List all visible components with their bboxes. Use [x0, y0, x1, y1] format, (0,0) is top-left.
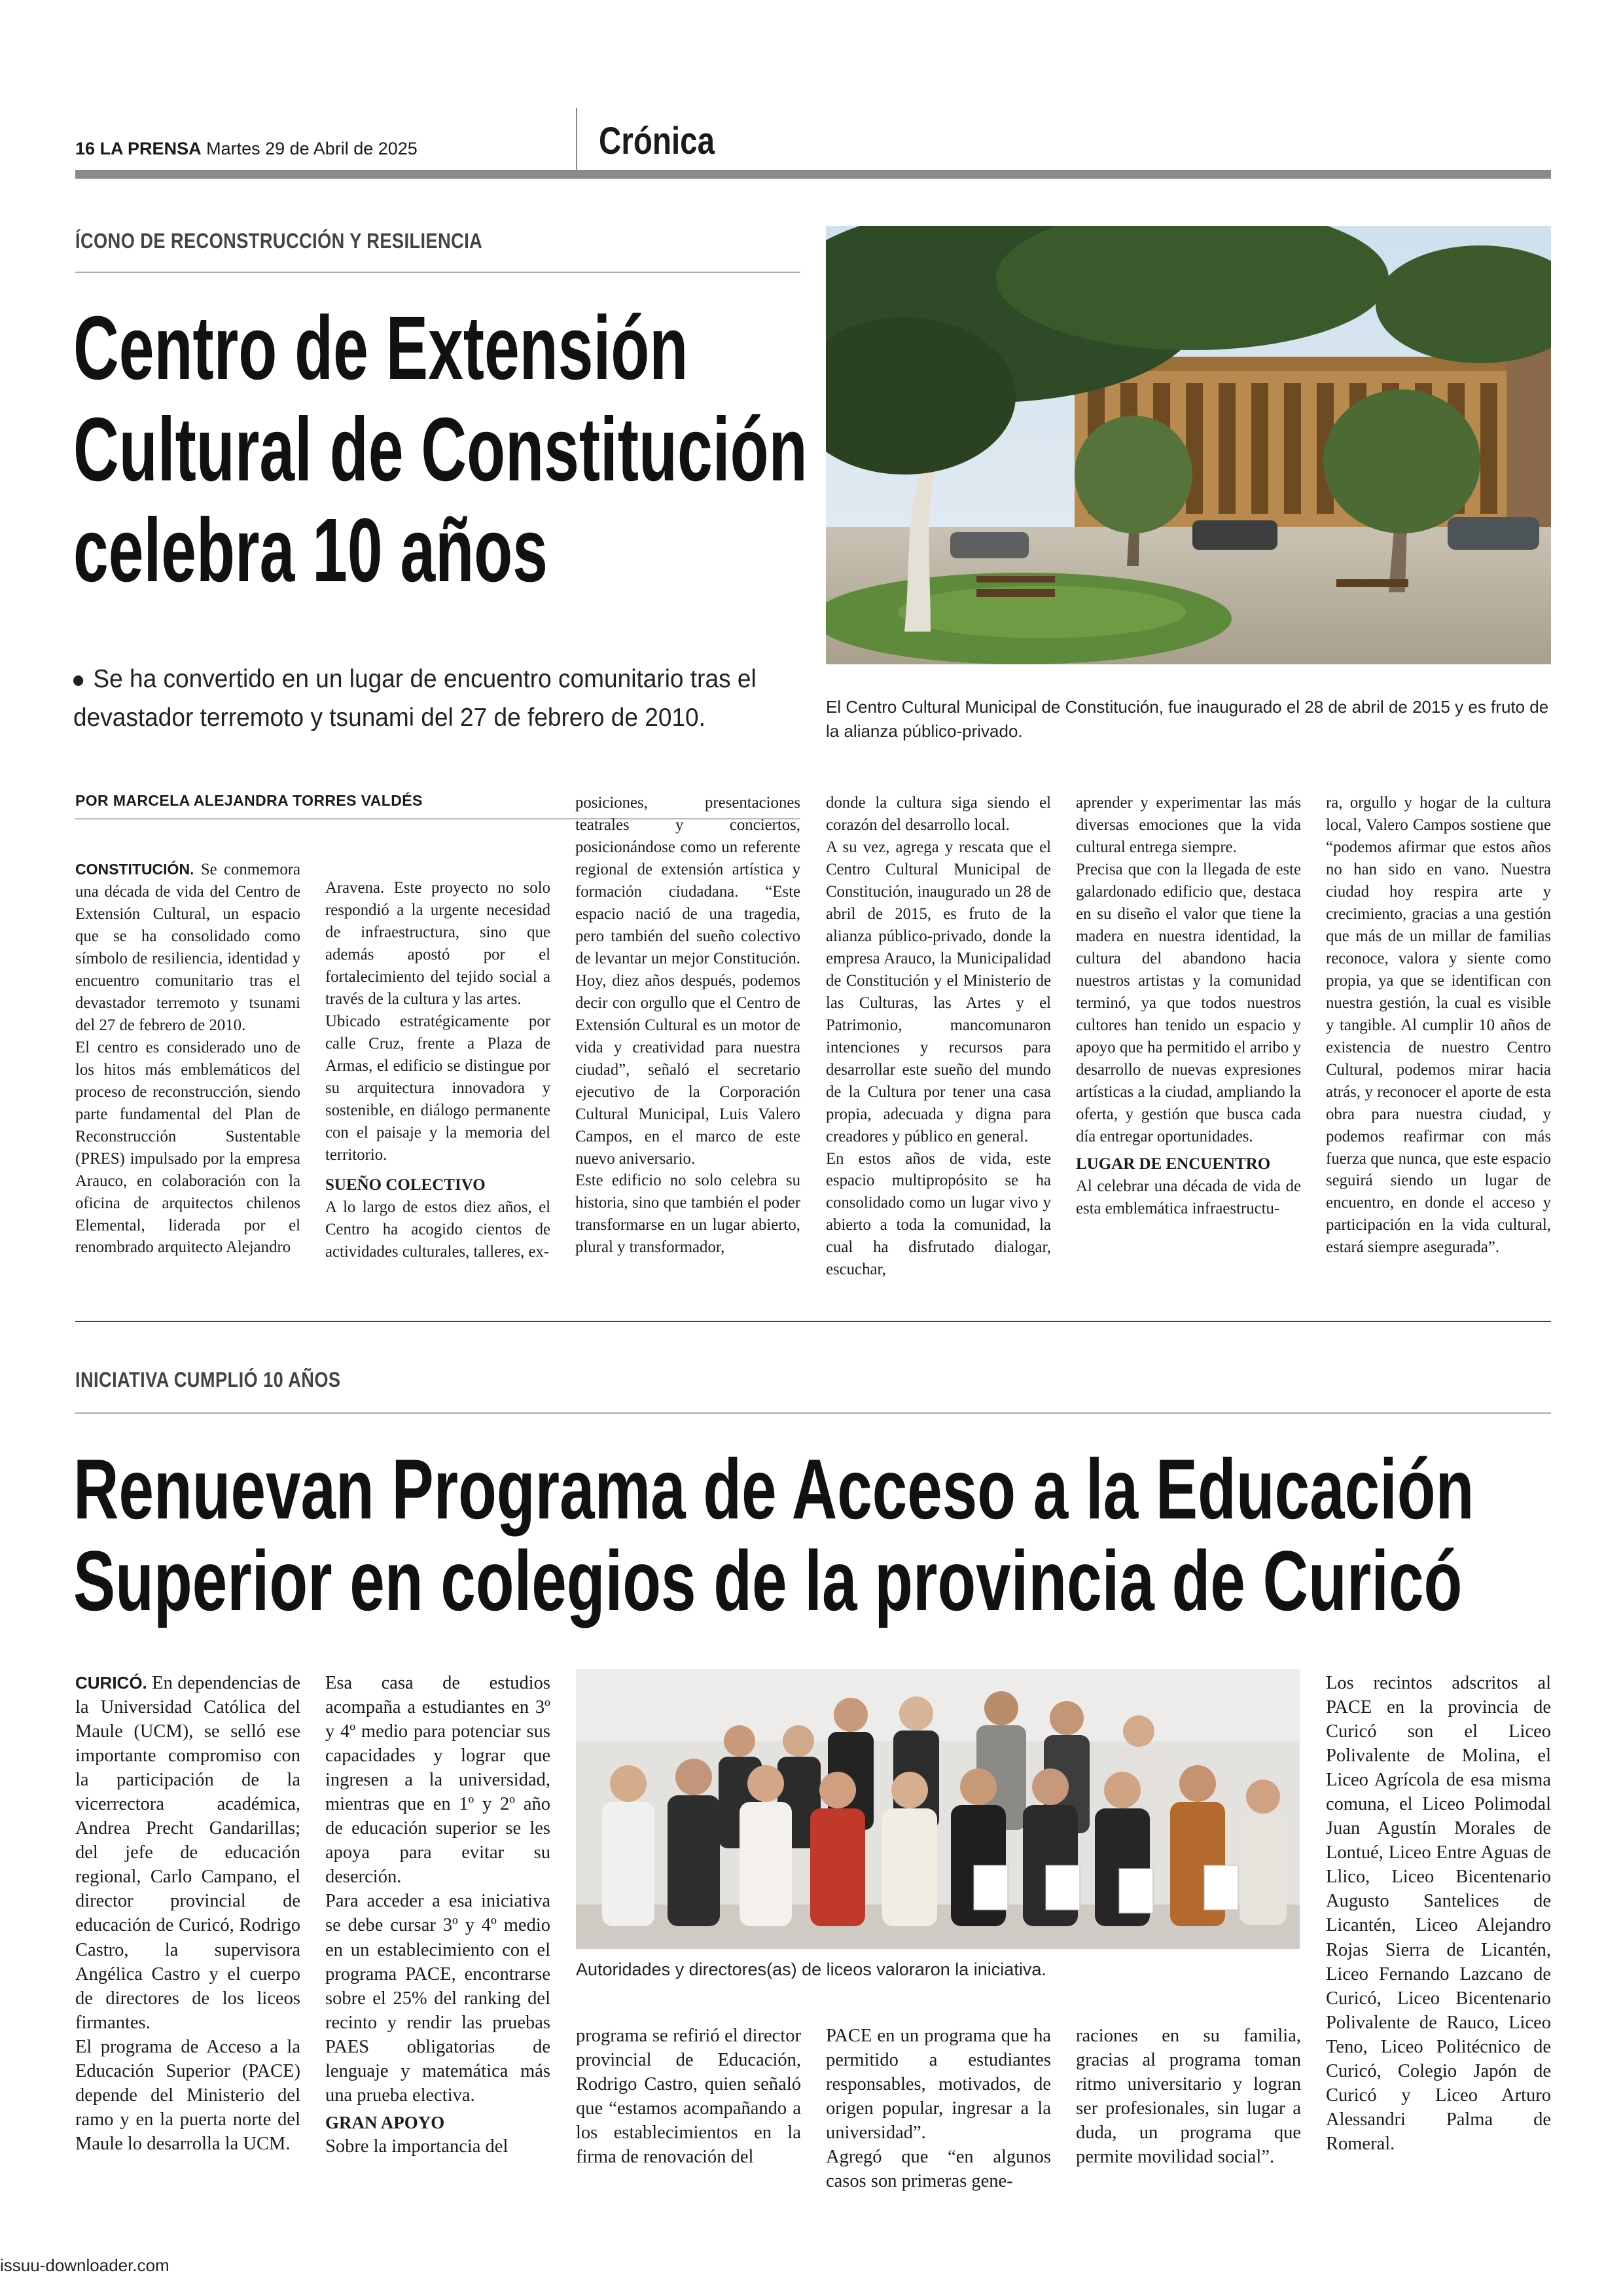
headline-line: Renuevan Programa de Acceso a la Educación	[73, 1441, 1474, 1537]
body-text: Este edificio no solo celebra su historia, sino que también el poder transformarse en un lugar abierto, plural y transformador,	[575, 1172, 800, 1257]
body-text: Aravena. Este proyecto no solo respondió a la urgente necesidad de infraestructura, sino que además apostó por el fortalecimiento del tejido social a través de la cultura y las artes.	[325, 879, 550, 1008]
headline-line: Cultural de Constitución	[73, 399, 808, 500]
body-text: Se conmemora una década de vida del Centro de Extensión Cultural, un espacio que se ha consolidado como símbolo de resiliencia, identidad y encuentro comunitario tras el devastador terremoto y tsunami del 27 de febrero de 2010.	[75, 861, 301, 1034]
body-text: A su vez, agrega y rescata que el Centro Cultural Municipal de Constitución, inaugurado un 28 de abril de 2015, es fruto de la alianza público-privado, donde la empresa Arauco, la Municipalidad de Constitución y el Ministerio de las Culturas, las Artes y el Patrimonio, mancomunaron intenciones y recursos para desarrollar este sueño del mundo de la Cultura por tener una casa propia, adecuada y digna para creadores y público en general.	[826, 838, 1051, 1145]
article1-column-6	[1326, 792, 1551, 1259]
body-text: posiciones, presentaciones teatrales y conciertos, posicionándose como un referente regional de extensión artística y formación ciudadana. “Este espacio nació de una tragedia, pero también del sueño colectivo de levantar un mejor Constitución. Hoy, diez años después, podemos decir con orgullo que el Centro de Extensión Cultural es un motor de vida y creatividad para nuestra ciudad”, señaló el secretario ejecutivo de la Corporación Cultural Municipal, Luis Valero Campos, en el marco de este nuevo aniversario.	[575, 794, 800, 1168]
section-title: Crónica	[599, 120, 715, 162]
body-text: Sobre la importancia del	[325, 2136, 508, 2157]
issue-date: Martes 29 de Abril de 2025	[206, 139, 418, 158]
paper-name: LA PRENSA	[99, 139, 202, 158]
body-text: En dependencias de la Universidad Católica del Maule (UCM), se selló ese importante compromiso con la participación de la vicerrectora académica, Andrea Precht Gandarillas; del jefe de educación regional, Carlo Campano, el director provincial de educación de Curicó, Rodrigo Castro, la supervisora Angélica Castro y el cuerpo de directores de los liceos firmantes.	[75, 1673, 300, 2033]
subheading: LUGAR DE ENCUENTRO	[1076, 1155, 1271, 1173]
article1-column-1	[75, 859, 300, 1259]
article1-photo	[826, 226, 1551, 664]
article1-deck	[73, 660, 770, 738]
headline-line: celebra 10 años	[73, 500, 548, 601]
body-text: PACE en un programa que ha permitido a estudiantes responsables, motivados, de origen popular, ingresar a la universidad”.	[826, 2026, 1051, 2144]
header-divider	[576, 108, 577, 173]
body-text: El centro es considerado uno de los hitos más emblemáticos del proceso de reconstrucción, siendo parte fundamental del Plan de Reconstrucción Sustentable (PRES) impulsado por la empresa Arauco, en colaboración con la oficina de arquitectos chilenos Elemental, liderada por el renombrado arquitecto Alejandro	[75, 1038, 300, 1257]
article2-headline	[73, 1443, 1474, 1627]
article2-column-3	[576, 2024, 801, 2169]
body-text: Agregó que “en algunos casos son primeras gene-	[826, 2147, 1051, 2192]
dateline: CONSTITUCIÓN.	[75, 861, 194, 878]
body-text: programa se refirió el director provincial de Educación, Rodrigo Castro, quien señaló que “estamos acompañando a los establecimientos en la firma de renovación del	[576, 2026, 801, 2168]
source-watermark: issuu-downloader.com	[0, 2255, 169, 2275]
deck-text: Se ha convertido en un lugar de encuentro comunitario tras el devastador terremoto y tsunami del 27 de febrero de 2010.	[73, 665, 757, 732]
header-rule	[75, 170, 1551, 179]
article1-column-3	[575, 792, 800, 1259]
subheading: GRAN APOYO	[325, 2112, 445, 2132]
article1-column-5	[1076, 792, 1301, 1220]
article1-column-4	[826, 792, 1051, 1281]
body-text: A lo largo de estos diez años, el Centro ha acogido cientos de actividades culturales, talleres, ex-	[325, 1198, 550, 1261]
article2-column-5	[1076, 2024, 1301, 2169]
article1-column-2	[325, 877, 550, 1263]
article2-column-1	[75, 1671, 300, 2156]
body-text: donde la cultura siga siendo el corazón del desarrollo local.	[826, 794, 1051, 834]
page-folio	[75, 139, 418, 159]
body-text: Esa casa de estudios acompaña a estudiantes en 3º y 4º medio para potenciar sus capacidades y lograr que ingresen a la universidad, mientras que en 1º y 2º año de educación superior se les apoya para evitar su deserción.	[325, 1673, 550, 1888]
dateline: CURICÓ.	[75, 1673, 147, 1693]
bullet-icon	[73, 675, 83, 686]
article1-headline	[73, 298, 808, 601]
body-text: ra, orgullo y hogar de la cultura local, Valero Campos sostiene que “podemos afirmar que estos años no han sido en vano. Nuestra ciudad hoy respira arte y crecimiento, gracias a una gestión que más de un millar de familias reconoce, valora y siente como propia, ya que se identifican con nuestra gestión, la cual es visible y tangible. Al cumplir 10 años de existencia de nuestro Centro Cultural, podemos mirar hacia atrás, y reconocer el aporte de esta obra para nuestra ciudad, y podemos reafirmar con más fuerza que nunca, que este espacio seguirá siendo un lugar de encuentro, en donde el acceso y participación en la vida cultural, estará siempre asegurada”.	[1326, 794, 1551, 1257]
body-text: En estos años de vida, este espacio multipropósito se ha consolidado como un lugar vivo y abierto a toda la comunidad, la cual ha disfrutado dialogar, escuchar,	[826, 1149, 1051, 1279]
body-text: Los recintos adscritos al PACE en la provincia de Curicó son el Liceo Polivalente de Molina, el Liceo Agrícola de esa misma comuna, el Liceo Polimodal Juan Agustín Morales de Lontué, Liceo Entre Aguas de Llico, Liceo Bicentenario Augusto Santelices de Licantén, Liceo Alejandro Rojas Sierra de Licantén, Liceo Fernando Lazcano de Curicó, Liceo Bicentenario Polivalente de Rauco, Liceo Teno, Liceo Politécnico de Curicó, Colegio Japón de Curicó y Liceo Arturo Alessandri Palma de Romeral.	[1326, 1673, 1551, 2154]
article-separator	[75, 1321, 1551, 1322]
body-text: Ubicado estratégicamente por calle Cruz, frente a Plaza de Armas, el edificio se distingue por su arquitectura innovadora y sostenible, en diálogo permanente con el paisaje y la memoria del territorio.	[325, 1012, 550, 1164]
body-text: Para acceder a esa iniciativa se debe cursar 3º y 4º medio en un establecimiento con el programa PACE, encontrarse sobre el 25% del ranking del recinto y rendir las pruebas PAES obligatorias de lenguaje y matemática más una prueba electiva.	[325, 1891, 550, 2106]
kicker-rule	[75, 272, 800, 273]
group-photo-icon	[576, 1669, 1300, 1949]
body-text: Al celebrar una década de vida de esta emblemática infraestructu-	[1076, 1177, 1301, 1217]
headline-line: Centro de Extensión	[73, 298, 688, 399]
kicker-rule	[75, 1412, 1551, 1414]
subheading: SUEÑO COLECTIVO	[325, 1175, 486, 1194]
body-text: El programa de Acceso a la Educación Superior (PACE) depende del Ministerio del ramo y en la puerta norte del Maule lo desarrolla la UCM.	[75, 2036, 300, 2154]
body-text: aprender y experimentar las más diversas emociones que la vida cultural entrega siempre.	[1076, 794, 1301, 856]
article2-photo	[576, 1669, 1300, 1949]
article2-photo-caption: Autoridades y directores(as) de liceos valoraron la iniciativa.	[576, 1960, 1046, 1979]
headline-line: Superior en colegios de la provincia de Curicó	[73, 1533, 1463, 1629]
body-text: Precisa que con la llegada de este galardonado edificio que, destaca en su diseño el valor que tiene la madera en nuestra identidad, la cultura del abandono hacia nuestros artistas y la comunidad terminó, ya que todos nuestros cultores han tenido un espacio y apoyo que ha permitido el arribo y desarrollo de nuevas expresiones artísticas a la ciudad, ampliando la oferta, y gestión que busca cada día entregar oportunidades.	[1076, 860, 1301, 1145]
page-number: 16	[75, 139, 96, 158]
article1-kicker: ÍCONO DE RECONSTRUCCIÓN Y RESILIENCIA	[75, 229, 483, 253]
cultural-center-photo-icon	[826, 226, 1551, 664]
article2-column-4	[826, 2024, 1051, 2193]
article2-kicker: INICIATIVA CUMPLIÓ 10 AÑOS	[75, 1368, 341, 1391]
article1-photo-caption: El Centro Cultural Municipal de Constitución, fue inaugurado el 28 de abril de 2015 y es fruto de la alianza público-privado.	[826, 697, 1549, 741]
body-text: raciones en su familia, gracias al programa toman ritmo universitario y logran ser profesionales, sin lugar a duda, un programa que permite movilidad social”.	[1076, 2026, 1301, 2168]
article2-column-2	[325, 1671, 550, 2159]
article2-column-6	[1326, 1671, 1551, 2156]
article1-byline: POR MARCELA ALEJANDRA TORRES VALDÉS	[75, 792, 423, 809]
